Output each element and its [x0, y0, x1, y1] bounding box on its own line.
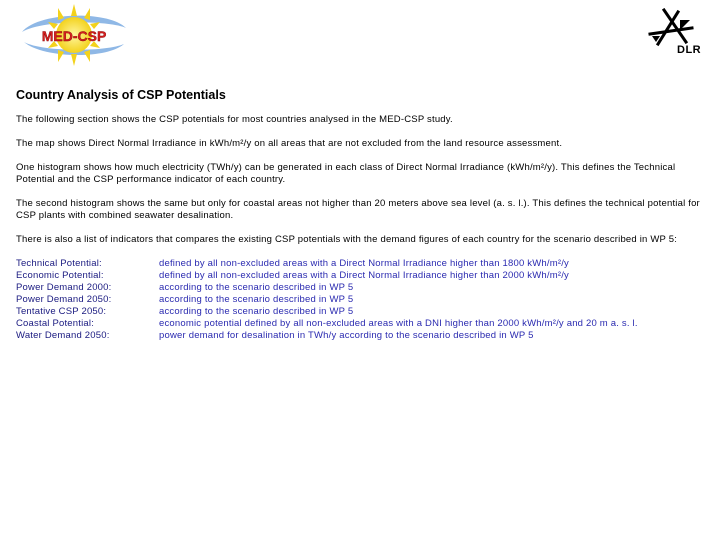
- definition-row: [16, 306, 706, 318]
- med-csp-logo-text: MED-CSP: [41, 28, 107, 44]
- definition-row: [16, 282, 706, 294]
- definition-term: Economic Potential:: [16, 270, 104, 281]
- definition-description: economic potential defined by all non-excluded areas with a DNI higher than 2000 kWh/m²/y and 20 m a. s. l.: [159, 318, 638, 329]
- med-csp-logo: [18, 2, 130, 68]
- definition-term: Coastal Potential:: [16, 318, 95, 329]
- definition-description: defined by all non-excluded areas with a Direct Normal Irradiance higher than 2000 kWh/m²/y: [159, 270, 570, 281]
- definition-row: [16, 318, 706, 330]
- paragraph-indicators: There is also a list of indicators that compares the existing CSP potentials with the demand figures of each country for the scenario described in WP 5:: [16, 234, 678, 245]
- definition-description: according to the scenario described in WP 5: [159, 294, 354, 305]
- paragraph-map: The map shows Direct Normal Irradiance in kWh/m²/y on all areas that are not excluded from the land resource assessment.: [16, 138, 563, 149]
- definition-term: Water Demand 2050:: [16, 330, 110, 341]
- definition-description: according to the scenario described in WP 5: [159, 306, 354, 317]
- definition-term: Technical Potential:: [16, 258, 102, 269]
- definition-term: Tentative CSP 2050:: [16, 306, 107, 317]
- definition-row: [16, 330, 706, 342]
- definition-description: defined by all non-excluded areas with a Direct Normal Irradiance higher than 1800 kWh/m²/y: [159, 258, 570, 269]
- paragraph-intro: The following section shows the CSP potentials for most countries analysed in the MED-CSP study.: [16, 114, 453, 125]
- page-title: Country Analysis of CSP Potentials: [16, 88, 226, 102]
- dlr-logo-text: DLR: [677, 44, 702, 56]
- paragraph-histogram-2: The second histogram shows the same but only for coastal areas not higher than 20 meters above sea level (a. s. l.). This defines the technical potential for CSP plants with combined seawater desalination.: [16, 198, 700, 221]
- definition-row: [16, 294, 706, 306]
- definition-term: Power Demand 2050:: [16, 294, 112, 305]
- definition-description: according to the scenario described in WP 5: [159, 282, 354, 293]
- definition-term: Power Demand 2000:: [16, 282, 112, 293]
- definition-description: power demand for desalination in TWh/y according to the scenario described in WP 5: [159, 330, 534, 341]
- paragraph-histogram-1: One histogram shows how much electricity (TWh/y) can be generated in each class of Direct Normal Irradiance (kWh/m²/y). This defines the Technical Potential and the CSP performance indicator of each country.: [16, 162, 676, 185]
- definition-row: [16, 258, 706, 270]
- indicator-definitions: [16, 258, 706, 342]
- definition-row: [16, 270, 706, 282]
